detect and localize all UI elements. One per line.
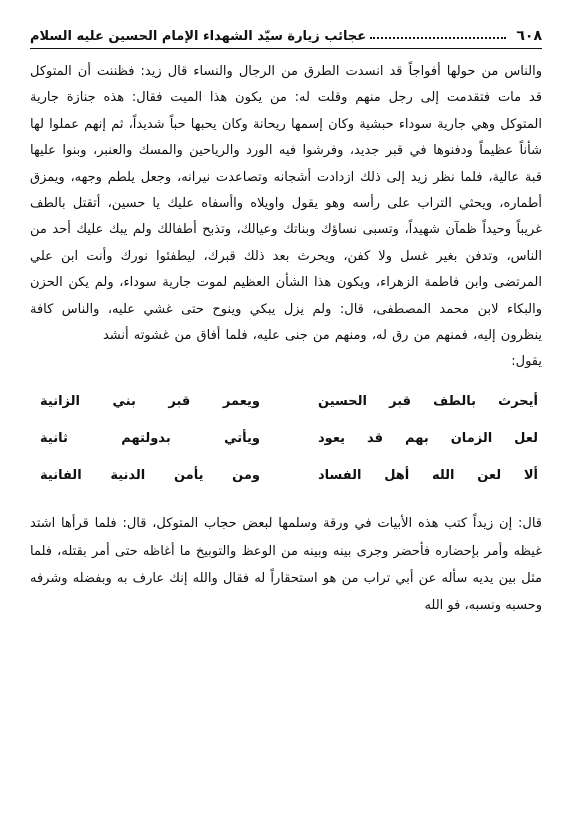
page-number: ٦٠٨ <box>516 28 542 44</box>
header-rule <box>30 48 542 49</box>
poem-first-hemistich: لعل الزمان بهم قد يعود <box>318 431 538 447</box>
poem-intro: يقول: <box>511 354 542 370</box>
header-leader-dots <box>370 37 506 39</box>
poem-line <box>30 383 542 420</box>
poem-line <box>30 420 542 457</box>
poem-second-hemistich: ويأتي بدولتهم ثانية <box>40 431 260 447</box>
poem <box>30 383 542 494</box>
running-header <box>30 22 542 44</box>
body-paragraph-2: قال: إن زيداً كتب هذه الأبيات في ورقة وسلمها لبعض حجاب المتوكل، قال: فلما قرأها اشتد غيظه وأمر بإحضاره فأحضر وجرى بينه وبينه من الوعظ والتوبيخ ما أغاظه حتى أمر بقتله، فلما مثل بين يديه سأله عن أبي تراب من هو استحقاراً له فقال والله إنك عارف به وبفضله وشرفه وحسبه ونسبه، فو الله <box>30 516 542 614</box>
poem-first-hemistich: ألا لعن الله أهل الفساد <box>318 468 538 484</box>
poem-second-hemistich: ويعمر قبر بني الزانية <box>40 394 260 410</box>
body-paragraph-1: والناس من حولها أفواجاً قد انسدت الطرق من الرجال والنساء قال زيد: فظننت أن المتوكل قد مات فتقدمت إلى رجل منهم وقلت له: من يكون هذا الميت فقال: هذه جنازة جارية المتوكل وهي جارية سوداء حبشية وكان إسمها ريحانة وكان يحبها حباً شديداً، ثم إنهم عملوا لها شأناً عظيماً ودفنوها في قبر جديد، وفرشوا فيه الورد والرياحين والمسك والعنبر، وبنوا عليها قبة عالية، فلما نظر زيد إلى ذلك ازدادت أشجانه وتصاعدت نيرانه، وجعل يلطم وجهه، ويمزق أطماره، ويحثي التراب على رأسه وهو يقول واويلاه واأسفاه عليك يا حسين، أتقتل بالطف غريباً وحيداً ظمآن شهيداً، وتسبى نساؤك وبناتك وعيالك، وتذبح أطفالك ولم يبك عليك أحد من الناس، وتدفن بغير غسل ولا كفن، ويحرث بعد ذلك قبرك، ليطفئوا نورك وأنت ابن علي المرتضى وابن فاطمة الزهراء، ويكون هذا الشأن العظيم لموت جارية سوداء، ولم يكن الحزن والبكاء لابن محمد المصطفى، قال: ولم يزل يبكي وينوح حتى غشي عليه، والناس كافة ينظرون إليه، فمنهم من رق له، ومنهم من جنى عليه، فلما أفاق من غشوته أنشد <box>30 64 542 344</box>
poem-first-hemistich: أيحرث بالطف قبر الحسين <box>318 394 538 410</box>
poem-line <box>30 457 542 494</box>
poem-second-hemistich: ومن يأمن الدنية الفانية <box>40 468 260 484</box>
book-page <box>30 22 542 632</box>
running-title: عجائب زيارة سيّد الشهداء الإمام الحسين عليه السلام <box>30 29 367 44</box>
